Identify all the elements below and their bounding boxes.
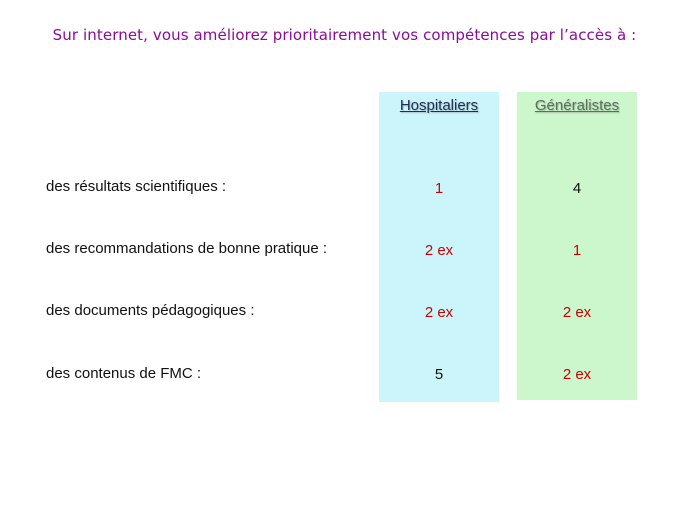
generalistes-value-resultats: 4: [572, 180, 582, 197]
slide-title: Sur internet, vous améliorez prioritairement vos compétences par l’accès à :: [52, 26, 637, 44]
hospitaliers-header: Hospitaliers: [399, 97, 479, 114]
generalistes-column: [517, 92, 637, 400]
hospitaliers-column: [379, 92, 499, 402]
row-label-recommandations: des recommandations de bonne pratique :: [46, 240, 328, 257]
generalistes-value-recommandations: 1: [572, 242, 582, 259]
row-label-resultats: des résultats scientifiques :: [46, 178, 227, 195]
generalistes-header: Généralistes: [534, 97, 620, 114]
hospitaliers-value-resultats: 1: [434, 180, 444, 197]
generalistes-value-fmc: 2 ex: [562, 366, 592, 383]
row-label-documents: des documents pédagogiques :: [46, 302, 255, 319]
hospitaliers-value-fmc: 5: [434, 366, 444, 383]
generalistes-value-documents: 2 ex: [562, 304, 592, 321]
row-label-fmc: des contenus de FMC :: [46, 365, 202, 382]
hospitaliers-value-documents: 2 ex: [424, 304, 454, 321]
hospitaliers-value-recommandations: 2 ex: [424, 242, 454, 259]
